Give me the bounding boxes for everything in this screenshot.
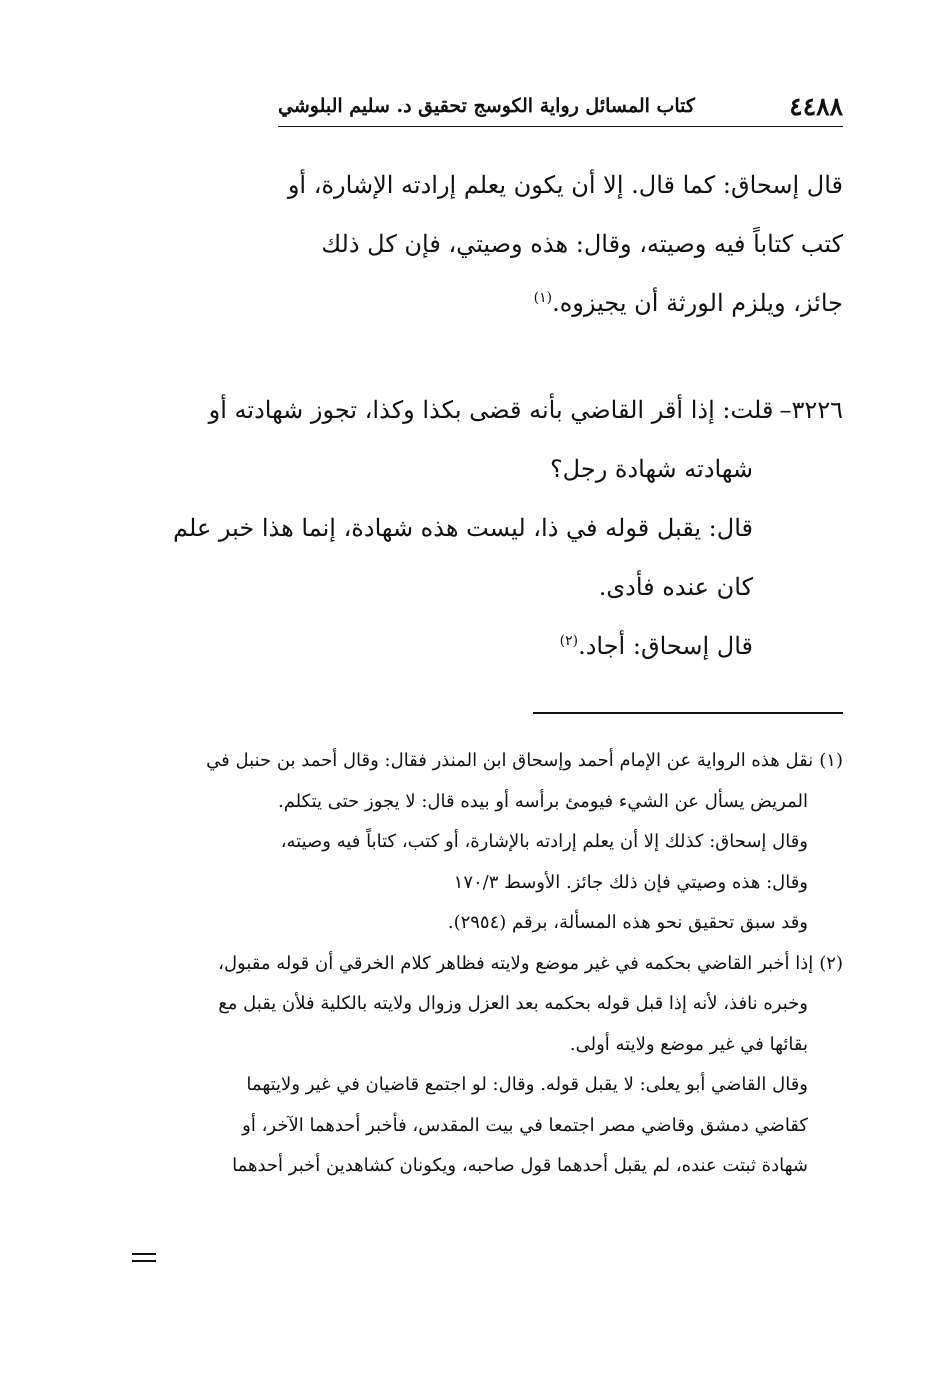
footnote-number: (١) [819, 750, 843, 771]
footnote-line: بقائها في غير موضع ولايته أولى. [569, 1033, 808, 1055]
footnote-line: وقال إسحاق: كذلك إلا أن يعلم إرادته بالإشارة، أو كتب، كتاباً فيه وصيته، [280, 831, 808, 852]
footnotes-section [128, 741, 843, 1187]
footnote-line: وقال: هذه وصيتي فإن ذلك جائز. الأوسط ١٧٠/٣ [453, 871, 808, 893]
continuation-mark-stroke [132, 1253, 156, 1255]
footnote-separator [533, 712, 843, 714]
answer-line: كان عنده فأدى. [598, 573, 753, 601]
ishaq-line [128, 617, 843, 676]
continuation-mark [132, 1253, 156, 1263]
page-number: ٤٤٨٨ [789, 91, 843, 121]
footnote-first-line [128, 741, 843, 782]
footnote-line: وقد سبق تحقيق نحو هذه المسألة، برقم (٢٩٥٤). [447, 912, 808, 933]
footnote-line: وقال القاضي أبو يعلى: لا يقبل قوله. وقال: لو اجتمع قاضيان في غير ولايتهما [246, 1074, 808, 1095]
footnote-2 [128, 944, 843, 1187]
question-line [128, 381, 843, 440]
footnote-line: المريض يسأل عن الشيء فيومئ برأسه أو بيده قال: لا يجوز حتى يتكلم. [277, 790, 808, 812]
footnote-text: نقل هذه الرواية عن الإمام أحمد وإسحاق ابن المنذر فقال: وقال أحمد بن حنبل في [206, 750, 814, 771]
ishaq-text: قال إسحاق: أجاد. [578, 632, 753, 660]
footnote-line: شهادة ثبتت عنده، لم يقبل أحدهما قول صاحبه، ويكونان كشاهدين أخبر أحدهما [232, 1155, 808, 1176]
issue-block [128, 381, 843, 676]
answer-line: قال: يقبل قوله في ذا، ليست هذه شهادة، إنما هذا خبر علم [173, 514, 753, 542]
footnote-reference: (١) [533, 290, 553, 306]
footnote-number: (٢) [819, 952, 843, 974]
question-line: شهادته شهادة رجل؟ [549, 455, 753, 483]
text-line-content: جائز، ويلزم الورثة أن يجيزوه. [552, 289, 843, 317]
issue-number: ٣٢٢٦– [779, 396, 843, 424]
text-line: قال إسحاق: كما قال. إلا أن يكون يعلم إرادته الإشارة، أو [287, 171, 843, 199]
intro-paragraph [128, 156, 843, 333]
running-title: كتاب المسائل رواية الكوسج تحقيق د. سليم البلوشي [278, 95, 695, 117]
footnote-line: كقاضي دمشق وقاضي مصر اجتمعا في بيت المقدس، فأخبر أحدهما الآخر، أو [242, 1114, 808, 1136]
running-header [278, 86, 843, 127]
text-line [128, 274, 843, 333]
continuation-mark-stroke [132, 1260, 156, 1262]
question-text: قلت: إذا أقر القاضي بأنه قضى بكذا وكذا، تجوز شهادته أو [208, 396, 774, 424]
footnote-line: وخبره نافذ، لأنه إذا قبل قوله بحكمه بعد العزل وزوال ولايته بالكلية فلأن يقبل مع [218, 993, 808, 1014]
footnote-1 [128, 741, 843, 944]
footnote-first-line [128, 944, 843, 985]
text-line: كتب كتاباً فيه وصيته، وقال: هذه وصيتي، فإن كل ذلك [321, 230, 843, 258]
footnote-text: إذا أخبر القاضي بحكمه في غير موضع ولايته فظاهر كلام الخرقي أن قوله مقبول، [218, 952, 814, 974]
footnote-reference: (٢) [559, 633, 579, 649]
